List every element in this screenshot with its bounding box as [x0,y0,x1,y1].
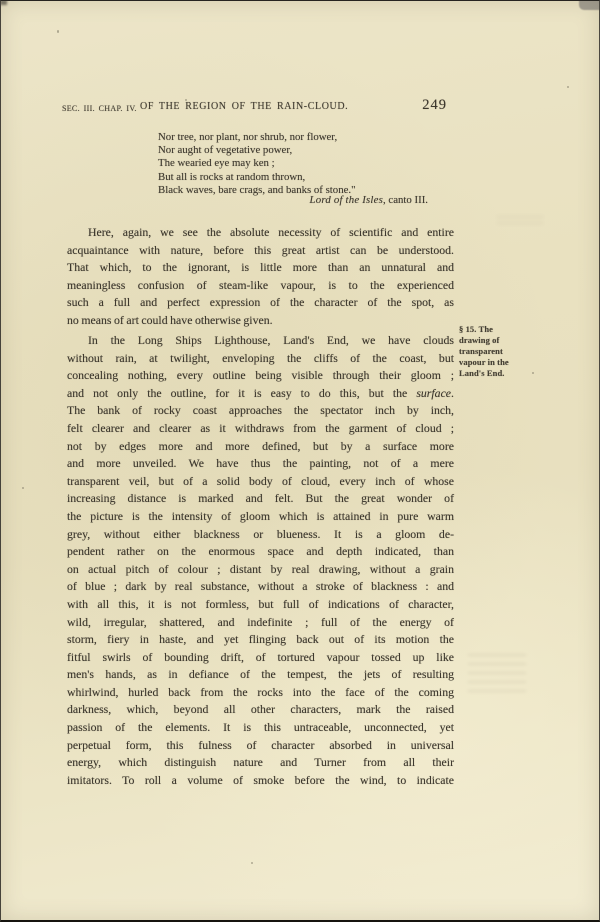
body-line: men's hands, as in defiance of the tempest, the jets of resulting [67,667,454,682]
header-section-label: SEC. III. CHAP. IV. [62,104,137,113]
body-line: storm, fiery in haste, and yet flinging back out of its motion the [67,632,454,647]
body-paragraph-2 [67,332,454,789]
body-line: without rain, at twilight, enveloping the cliffs of the coast, but [67,350,454,365]
body-line: meaningless confusion of steam-like vapour, is to the experienced [67,277,454,292]
body-line: whirlwind, hurled back from the rocks into the face of the coming [67,684,454,699]
body-line: not by edges more and more defined, but by a surface more [67,438,454,453]
poem-quote [158,131,356,197]
poem-line: Black waves, bare crags, and banks of stone." [158,183,356,196]
body-line: felt clearer and clearer as it withdraws from the garment of cloud ; [67,420,454,435]
body-line: acquaintance with nature, before this great artist can be understood. [67,242,454,257]
body-line: on actual pitch of colour ; distant by real drawing, without a grain [67,561,454,576]
header-chapter-title: OF THE REGION OF THE RAIN-CLOUD. [140,101,349,112]
sidenote-line: drawing of [459,335,500,345]
poem-attribution: Lord of the Isles, canto III. [309,194,428,206]
paper-speck [185,99,187,101]
body-line: concealing nothing, every outline being visible through their gloom ; [67,368,454,383]
body-line: and not only the outline, for it is easy to do this, but the surface. [67,385,454,400]
body-line: grey, without either blackness or blueness. It is a gloom de- [67,526,454,541]
poem-line: But all is rocks at random thrown, [158,170,306,183]
body-line: passion of the elements. It is this untraceable, unconnected, yet [67,720,454,735]
paper-speck [532,372,534,374]
body-line: and more unveiled. We have thus the painting, not of a mere [67,456,454,471]
poem-line: Nor tree, nor plant, nor shrub, nor flower, [158,131,338,143]
scan-corner-mark [0,0,7,5]
body-line: increasing distance is marked and felt. But the great wonder of [67,491,454,506]
page-number: 249 [422,97,447,113]
body-line: transparent veil, but of a solid body of cloud, every inch of whose [67,473,454,488]
body-paragraph-1 [67,224,454,330]
paper-speck [567,86,569,88]
poem-line: Nor aught of vegetative power, [158,144,293,157]
body-line: imitators. To roll a volume of smoke before the wind, to indicate [67,772,454,787]
body-line: Here, again, we see the absolute necessity of scientific and entire [88,225,454,239]
body-line: such a full and perfect expression of the character of the spot, as [67,295,454,310]
body-line: no means of art could have otherwise given. [67,312,273,327]
scan-corner-mark [579,0,600,10]
margin-sidenote [459,324,525,379]
sidenote-line: vapour in the [459,357,509,367]
paper-speck [57,30,59,33]
sidenote-line: Land's End. [459,368,505,378]
paper-speck [251,862,253,864]
body-line: of blue ; dark by real substance, without a stroke of blackness : and [67,579,454,594]
body-line: perpetual form, this fulness of character absorbed in universal [67,737,454,752]
body-line: wild, irregular, shattered, and indefinite ; full of the energy of [67,614,454,629]
body-line: energy, which distinguish nature and Turner from all their [67,755,454,770]
body-line: In the Long Ships Lighthouse, Land's End, we have clouds [88,333,454,347]
body-line: darkness, which, beyond all other characters, mark the raised [67,702,454,717]
paper-speck [22,487,24,489]
body-line: pendent rather on the enormous space and depth indicated, than [67,544,454,559]
body-line: The bank of rocky coast approaches the spectator inch by inch, [67,403,454,418]
showthrough-smudge [497,216,543,226]
sidenote-line: transparent [459,346,503,356]
body-line: fitful swirls of bounding drift, of tortured vapour tossed up like [67,649,454,664]
sidenote-line: § 15. The [459,324,494,334]
body-line: the picture is the intensity of gloom which is attained in pure warm [67,508,454,523]
body-line: with all this, it is not formless, but full of indications of character, [67,596,454,611]
showthrough-smudge [468,654,526,698]
poem-line: The wearied eye may ken ; [158,157,275,170]
body-line: That which, to the ignorant, is little more than an unnatural and [67,260,454,275]
